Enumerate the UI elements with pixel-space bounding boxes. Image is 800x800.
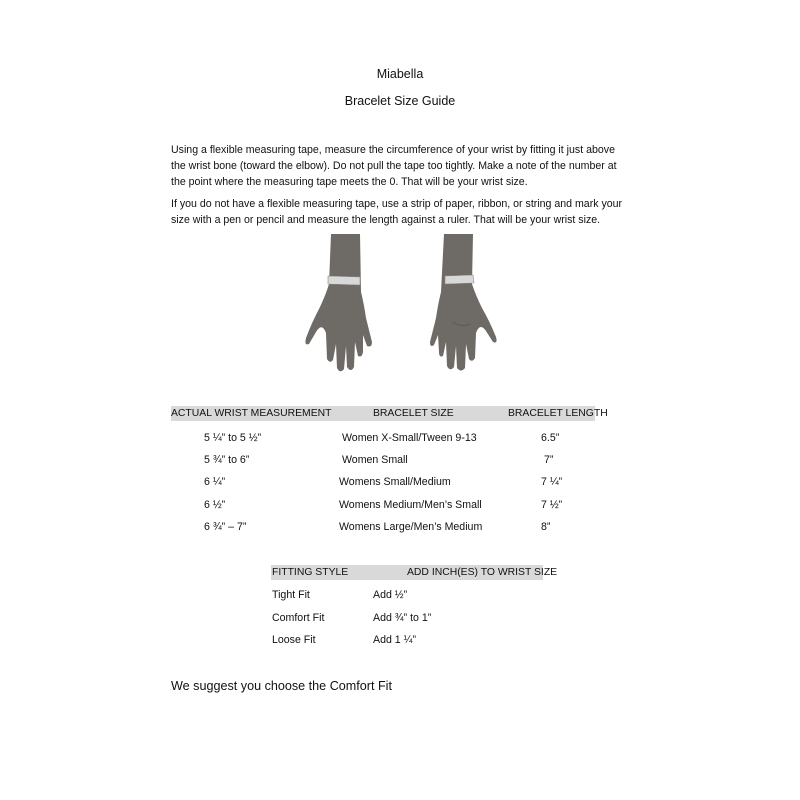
- fitting-style: Comfort Fit: [272, 612, 325, 624]
- bracelet-length: 6.5”: [541, 432, 560, 444]
- left-hand-icon: [305, 234, 372, 371]
- paragraph-line: the wrist bone (toward the elbow). Do not pull the tape too tightly. Make a note of the number at: [171, 160, 617, 172]
- bracelet-size: Women Small: [342, 454, 408, 466]
- add-inches: Add ¾” to 1”: [373, 612, 432, 624]
- brand-name: Miabella: [376, 67, 424, 81]
- bracelet-length: 7 ½”: [541, 499, 563, 511]
- bracelet-size: Womens Large/Men’s Medium: [339, 521, 483, 533]
- fitting-style: Tight Fit: [272, 589, 310, 601]
- left-bracelet: [328, 276, 360, 285]
- instruction-paragraph-1: [171, 142, 636, 190]
- wrist-measurement: 6 ¾” – 7”: [204, 521, 247, 533]
- size-table-header-wrist: ACTUAL WRIST MEASUREMENT: [171, 408, 332, 419]
- paragraph-line: the point where the measuring tape meets the 0. That will be your wrist size.: [171, 176, 528, 188]
- fitting-style: Loose Fit: [272, 634, 316, 646]
- right-hand-icon: [430, 234, 497, 371]
- fit-suggestion: We suggest you choose the Comfort Fit: [171, 679, 392, 693]
- wrist-measurement: 5 ¾” to 6”: [204, 454, 250, 466]
- size-table-header-length: BRACELET LENGTH: [508, 408, 608, 419]
- bracelet-size: Womens Medium/Men’s Small: [339, 499, 482, 511]
- paragraph-line: Using a flexible measuring tape, measure the circumference of your wrist by fitting it just above: [171, 144, 615, 156]
- fit-table-header-style: FITTING STYLE: [272, 567, 349, 578]
- instruction-paragraph-2: [171, 196, 636, 228]
- right-hand-shape: [430, 234, 497, 371]
- page-title: Bracelet Size Guide: [344, 94, 456, 108]
- wrist-measurement: 5 ¼” to 5 ½”: [204, 432, 262, 444]
- wrist-measurement: 6 ½”: [204, 499, 226, 511]
- hands-illustration: [0, 232, 800, 382]
- wrist-measurement: 6 ¼”: [204, 476, 226, 488]
- add-inches: Add ½”: [373, 589, 408, 601]
- paragraph-line: size with a pen or pencil and measure the length against a ruler. That will be your wrist size.: [171, 214, 601, 226]
- size-table-header-size: BRACELET SIZE: [373, 408, 454, 419]
- right-bracelet: [445, 275, 474, 284]
- fit-table-header-add: ADD INCH(ES) TO WRIST SIZE: [407, 567, 558, 578]
- add-inches: Add 1 ¼”: [373, 634, 416, 646]
- bracelet-size: Women X-Small/Tween 9-13: [342, 432, 477, 444]
- paragraph-line: If you do not have a flexible measuring tape, use a strip of paper, ribbon, or string and mark your: [171, 198, 623, 210]
- bracelet-length: 7”: [544, 454, 554, 466]
- bracelet-length: 7 ¼”: [541, 476, 563, 488]
- left-hand-shape: [305, 234, 372, 371]
- bracelet-length: 8”: [541, 521, 551, 533]
- bracelet-size: Womens Small/Medium: [339, 476, 451, 488]
